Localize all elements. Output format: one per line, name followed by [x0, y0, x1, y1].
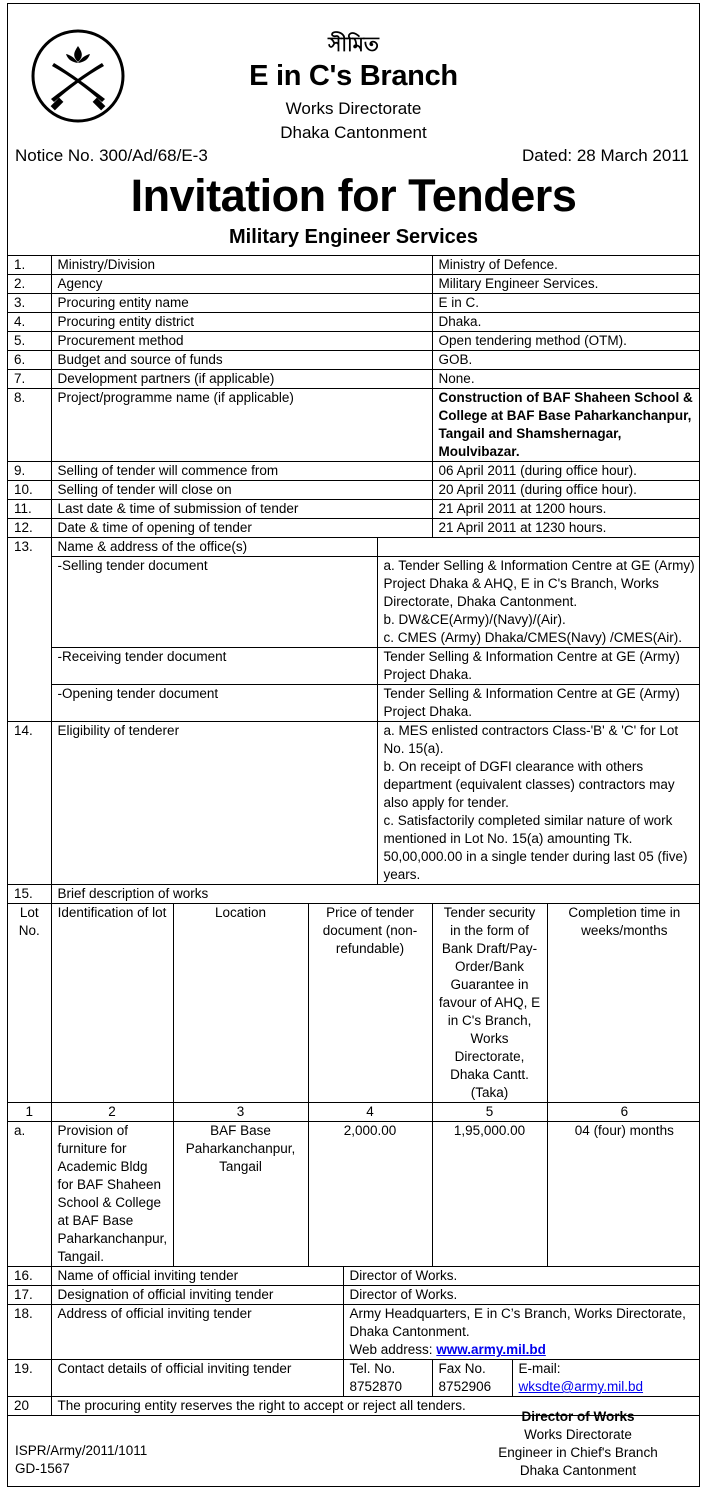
table-row: -Opening tender document Tender Selling & Information Centre at GE (Army) Project Dhaka. — [8, 685, 700, 722]
table-row: 9. Selling of tender will commence from 06 April 2011 (during office hour). — [8, 462, 700, 481]
table-row: 3. Procuring entity name E in C. — [8, 294, 700, 313]
table-row: 14. Eligibility of tenderer a. MES enlisted contractors Class-'B' & 'C' for Lot No. 15(a). b. On receipt of DGFI clearance with others department (equivalent classes) contractors may also apply for tender. c. Satisfactorily completed similar nature of work mentioned in Lot No. 15(a) amounting Tk. 50,00,000.00 in a single tender during last 05 (five) years. — [8, 722, 700, 885]
table-row: 8. Project/programme name (if applicable) Construction of BAF Shaheen School & College at BAF Base Paharkanchanpur, Tangail and Shamshernagar, Moulvibazar. — [8, 389, 700, 462]
table-row: 7. Development partners (if applicable) None. — [8, 370, 700, 389]
reference-block: ISPR/Army/2011/1011 GD-1567 — [15, 1443, 148, 1476]
column-number-row: 1 2 3 4 5 6 — [8, 1103, 700, 1122]
table-row: 17. Designation of official inviting tender Director of Works. — [8, 1286, 700, 1305]
table-row: 19. Contact details of official inviting tender Tel. No. 8752870 Fax No. 8752906 E-mail: wksdte@army.mil.bd — [8, 1360, 700, 1397]
table-row: 10. Selling of tender will close on 20 April 2011 (during office hour). — [8, 481, 700, 500]
table-row: 11. Last date & time of submission of tender 21 April 2011 at 1200 hours. — [8, 500, 700, 519]
page-title: Invitation for Tenders — [130, 170, 577, 221]
table-row: 6. Budget and source of funds GOB. — [8, 351, 700, 370]
signature-block: Director of Works Works Directorate Engineer in Chief's Branch Dhaka Cantonment — [498, 1409, 658, 1478]
table-row: -Receiving tender document Tender Selling & Information Centre at GE (Army) Project Dhaka. — [8, 648, 700, 685]
table-row: -Selling tender document a. Tender Selling & Information Centre at GE (Army) Project Dhaka & AHQ, E in C's Branch, Works Directorate, Dhaka Cantonment. b. DW&CE(Army)/(Navy)/(Air). c. CMES (Army) Dhaka/CMES(Navy) /CMES(Air). — [8, 557, 700, 648]
table-row: 4. Procuring entity district Dhaka. — [8, 313, 700, 332]
directorate: Works Directorate — [285, 99, 422, 118]
lot-row: a. Provision of furniture for Academic Bldg for BAF Shaheen School & College at BAF Base Paharkanchanpur, Tangail. BAF Base Paharkanchanpur, Tangail 2,000.00 1,95,000.00 04 (four) months — [8, 1122, 700, 1267]
email-link[interactable]: wksdte@army.mil.bd — [518, 1379, 644, 1394]
notice-date: Dated: 28 March 2011 — [522, 146, 689, 165]
notice-number: Notice No. 300/Ad/68/E-3 — [15, 146, 208, 165]
table-row: 13. Name & address of the office(s) — [8, 538, 700, 557]
tender-notice — [7, 3, 700, 1487]
table-row: 15. Brief description of works — [8, 885, 700, 904]
tender-table — [8, 255, 700, 1416]
table-row: 12. Date & time of opening of tender 21 April 2011 at 1230 hours. — [8, 519, 700, 538]
location: Dhaka Cantonment — [280, 123, 427, 142]
branch-title: E in C's Branch — [249, 60, 458, 92]
table-row: 18. Address of official inviting tender Army Headquarters, E in C’s Branch, Works Directorate, Dhaka Cantonment. Web address: www.army.mil.bd — [8, 1305, 700, 1360]
lot-header-row: Lot No. Identification of lot Location Price of tender document (non-refundable) Tender security in the form of Bank Draft/Pay-Order/Bank Guarantee in favour of AHQ, E in C's Branch, Works Directorate, Dhaka Cantt. (Taka) Completion time in weeks/months — [8, 904, 700, 1103]
table-row: 5. Procurement method Open tendering method (OTM). — [8, 332, 700, 351]
web-address-link[interactable]: www.army.mil.bd — [436, 1342, 546, 1357]
table-row: 16. Name of official inviting tender Director of Works. — [8, 1267, 700, 1286]
table-row: 1. Ministry/Division Ministry of Defence. — [8, 256, 700, 275]
page-subtitle: Military Engineer Services — [228, 226, 478, 248]
classification-label: সীমিত — [328, 34, 379, 56]
table-row: 2. Agency Military Engineer Services. — [8, 275, 700, 294]
table-row: 20 The procuring entity reserves the right to accept or reject all tenders. — [8, 1397, 700, 1416]
